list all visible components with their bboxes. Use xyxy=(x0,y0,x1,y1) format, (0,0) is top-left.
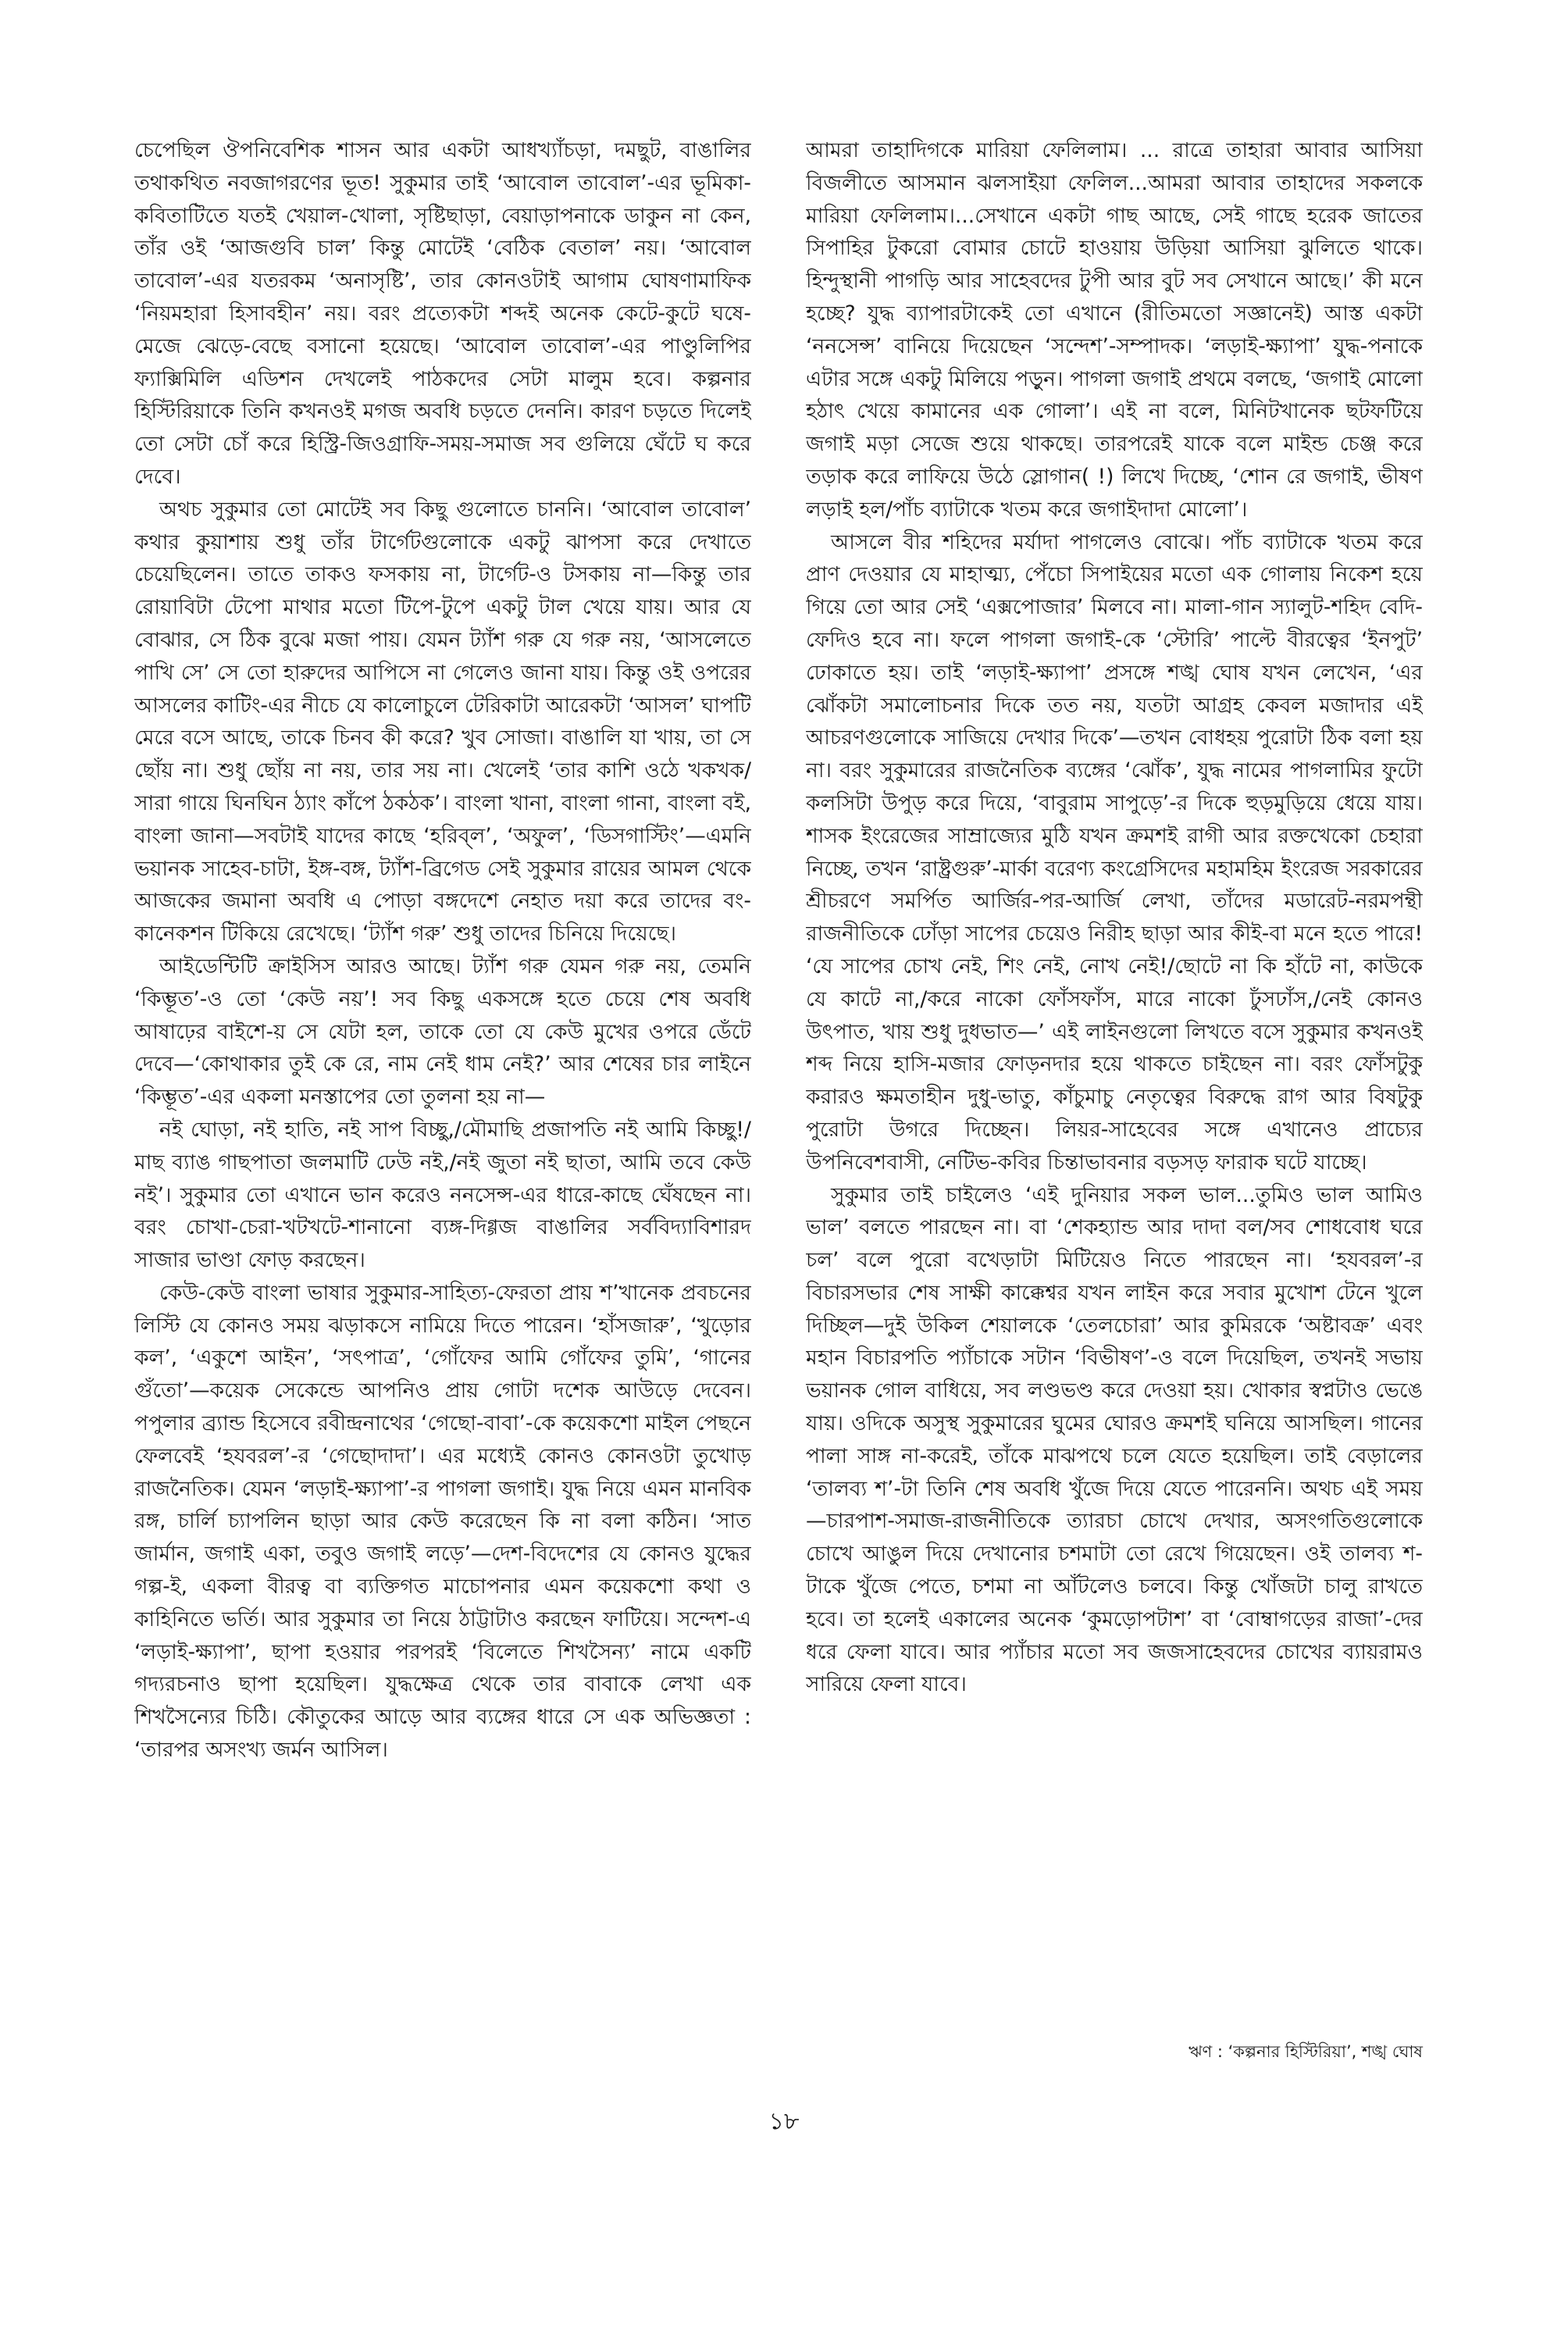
paragraph: চেপেছিল ঔপনিবেশিক শাসন আর একটা আধখ্যাঁচড়া, দমছুট, বাঙালির তথাকথিত নবজাগরণের ভূত! সুকুমার তাই ‘আবোল তাবোল’-এর ভূমিকা-কবিতাটিতে যতই খেয়াল-খোলা, সৃষ্টিছাড়া, বেয়াড়াপনাকে ডাকুন না কেন, তাঁর ওই ‘আজগুবি চাল’ কিন্তু মোটেই ‘বেঠিক বেতাল’ নয়। ‘আবোল তাবোল’-এর যতরকম ‘অনাসৃষ্টি’, তার কোনওটাই আগাম ঘোষণামাফিক ‘নিয়মহারা হিসাবহীন’ নয়। বরং প্রত্যেকটা শব্দই অনেক কেটে-কুটে ঘষে-মেজে ঝেড়ে-বেছে বসানো হয়েছে। ‘আবোল তাবোল’-এর পাণ্ডুলিপির ফ্যাক্সিমিলি এডিশন দেখলেই পাঠকদের সেটা মালুম হবে। কল্পনার হিস্টিরিয়াকে তিনি কখনওই মগজ অবধি চড়তে দেননি। কারণ চড়তে দিলেই তো সেটা চোঁ করে হিস্ট্রি-জিওগ্রাফি-সময়-সমাজ সব গুলিয়ে ঘেঁটে ঘ করে দেবে। xyxy=(134,138,751,489)
paragraph: আসলে বীর শহিদের মর্যাদা পাগলেও বোঝে। পাঁচ ব্যাটাকে খতম করে প্রাণ দেওয়ার যে মাহাত্ম্য, পেঁচো সিপাইয়ের মতো এক গোলায় নিকেশ হয়ে গিয়ে তো আর সেই ‘এক্সপোজার’ মিলবে না। মালা-গান স্যালুট-শহিদ বেদি-ফেদিও হবে না। ফলে পাগলা জগাই-কে ‘স্টোরি’ পাল্টে বীরত্বের ‘ইনপুট’ ঢোকাতে হয়। তাই ‘লড়াই-ক্ষ্যাপা’ প্রসঙ্গে শঙ্খ ঘোষ যখন লেখেন, ‘এর ঝোঁকটা সমালোচনার দিকে তত নয়, যতটা আগ্রহ কেবল মজাদার এই আচরণগুলোকে সাজিয়ে দেখার দিকে’—তখন বোধহয় পুরোটা ঠিক বলা হয় না। বরং সুকুমারের রাজনৈতিক ব্যঙ্গের ‘ঝোঁক’, যুদ্ধ নামের পাগলামির ফুটো কলসিটা উপুড় করে দিয়ে, ‘বাবুরাম সাপুড়ে’-র দিকে হুড়মুড়িয়ে ধেয়ে যায়। শাসক ইংরেজের সাম্রাজ্যের মুঠি যখন ক্রমশই রাগী আর রক্তখেকো চেহারা নিচ্ছে, তখন ‘রাষ্ট্রগুরু’-মার্কা বরেণ্য কংগ্রেসিদের মহামহিম ইংরেজ সরকারের শ্রীচরণে সমর্পিত আর্জির-পর-আর্জি লেখা, তাঁদের মডারেট-নরমপন্থী রাজনীতিকে ঢোঁড়া সাপের চেয়েও নিরীহ ছাড়া আর কীই-বা মনে হতে পারে! ‘যে সাপের চোখ নেই, শিং নেই, নোখ নেই!/ছোটে না কি হাঁটে না, কাউকে যে কাটে না,/করে নাকো ফোঁসফাঁস, মারে নাকো ঢুঁসঢাঁস,/নেই কোনও উৎপাত, খায় শুধু দুধভাত—’ এই লাইনগুলো লিখতে বসে সুকুমার কখনওই শব্দ নিয়ে হাসি-মজার ফোড়নদার হয়ে থাকতে চাইছেন না। বরং ফোঁসটুকু করারও ক্ষমতাহীন দুধু-ভাতু, কাঁচুমাচু নেতৃত্বের বিরুদ্ধে রাগ আর বিষটুকু পুরোটা উগরে দিচ্ছেন। লিয়র-সাহেবের সঙ্গে এখানেও প্রাচ্যের উপনিবেশবাসী, নেটিভ-কবির চিন্তাভাবনার বড়সড় ফারাক ঘটে যাচ্ছে। xyxy=(806,530,1423,1175)
paragraph: আইডেন্টিটি ক্রাইসিস আরও আছে। ট্যাঁশ গরু যেমন গরু নয়, তেমনি ‘কিম্ভূত’-ও তো ‘কেউ নয়’! সব কিছু একসঙ্গে হতে চেয়ে শেষ অবধি আষাঢ়ের বাইশে-য় সে যেটা হল, তাকে তো যে কেউ মুখের ওপরে ডেঁটে দেবে—‘কোথাকার তুই কে রে, নাম নেই ধাম নেই?’ আর শেষের চার লাইনে ‘কিম্ভূত’-এর একলা মনস্তাপের তো তুলনা হয় না— xyxy=(134,954,751,1110)
paragraph: কেউ-কেউ বাংলা ভাষার সুকুমার-সাহিত্য-ফেরতা প্রায় শ’খানেক প্রবচনের লিস্টি যে কোনও সময় ঝড়াকসে নামিয়ে দিতে পারেন। ‘হাঁসজারু’, ‘খুড়োর কল’, ‘একুশে আইন’, ‘সৎপাত্র’, ‘গোঁফের আমি গোঁফের তুমি’, ‘গানের গুঁতো’—কয়েক সেকেন্ডে আপনিও প্রায় গোটা দশেক আউড়ে দেবেন। পপুলার ব্র্যান্ড হিসেবে রবীন্দ্রনাথের ‘গেছো-বাবা’-কে কয়েকশো মাইল পেছনে ফেলবেই ‘হযবরল’-র ‘গেছোদাদা’। এর মধ্যেই কোনও কোনওটা তুখোড় রাজনৈতিক। যেমন ‘লড়াই-ক্ষ্যাপা’-র পাগলা জগাই। যুদ্ধ নিয়ে এমন মানবিক রঙ্গ, চার্লি চ্যাপলিন ছাড়া আর কেউ করেছেন কি না বলা কঠিন। ‘সাত জার্মান, জগাই একা, তবুও জগাই লড়ে’—দেশ-বিদেশের যে কোনও যুদ্ধের গল্প-ই, একলা বীরত্ব বা ব্যক্তিগত মাচোপনার এমন কয়েকশো কথা ও কাহিনিতে ভর্তি। আর সুকুমার তা নিয়ে ঠাট্টাটাও করছেন ফাটিয়ে। সন্দেশ-এ ‘লড়াই-ক্ষ্যাপা’, ছাপা হওয়ার পরপরই ‘বিলেতে শিখসৈন্য’ নামে একটি গদ্যরচনাও ছাপা হয়েছিল। যুদ্ধক্ষেত্র থেকে তার বাবাকে লেখা এক শিখসৈন্যের চিঠি। কৌতুকের আড়ে আর ব্যঙ্গের ধারে সে এক অভিজ্ঞতা : ‘তারপর অসংখ্য জর্মন আসিল। xyxy=(134,1280,751,1763)
right-column xyxy=(806,134,1423,2056)
left-column xyxy=(134,134,751,2165)
paragraph: সুকুমার তাই চাইলেও ‘এই দুনিয়ার সকল ভাল...তুমিও ভাল আমিও ভাল’ বলতে পারছেন না। বা ‘শেকহ্যান্ড আর দাদা বল/সব শোধবোধ ঘরে চল’ বলে পুরো বখেড়াটা মিটিয়েও নিতে পারছেন না। ‘হযবরল’-র বিচারসভার শেষ সাক্ষী কাক্কেশ্বর যখন লাইন করে সবার মুখোশ টেনে খুলে দিচ্ছিল—দুই উকিল শেয়ালকে ‘তেলচোরা’ আর কুমিরকে ‘অষ্টাবক্র’ এবং মহান বিচারপতি প্যাঁচাকে সটান ‘বিভীষণ’-ও বলে দিয়েছিল, তখনই সভায় ভয়ানক গোল বাধিয়ে, সব লণ্ডভণ্ড করে দেওয়া হয়। খোকার স্বপ্নটাও ভেঙে যায়। ওদিকে অসুস্থ সুকুমারের ঘুমের ঘোরও ক্রমশই ঘনিয়ে আসছিল। গানের পালা সাঙ্গ না-করেই, তাঁকে মাঝপথে চলে যেতে হয়েছিল। তাই বেড়ালের ‘তালব্য শ’-টা তিনি শেষ অবধি খুঁজে দিয়ে যেতে পারেননি। অথচ এই সময়—চারপাশ-সমাজ-রাজনীতিকে ত্যারচা চোখে দেখার, অসংগতিগুলোকে চোখে আঙুল দিয়ে দেখানোর চশমাটা তো রেখে গিয়েছেন। ওই তালব্য শ-টাকে খুঁজে পেতে, চশমা না আঁটলেও চলবে। কিন্তু খোঁজটা চালু রাখতে হবে। তা হলেই একালের অনেক ‘কুমড়োপটাশ’ বা ‘বোম্বাগড়ের রাজা’-দের ধরে ফেলা যাবে। আর প্যাঁচার মতো সব জজসাহেবদের চোখের ব্যায়রামও সারিয়ে ফেলা যাবে। xyxy=(806,1182,1423,1697)
source-credit: ঋণ : ‘কল্পনার হিস্টিরিয়া’, শঙ্খ ঘোষ xyxy=(1188,2042,1423,2061)
page-number: ১৮ xyxy=(768,2108,800,2135)
verse-quote: নই ঘোড়া, নই হাতি, নই সাপ বিচ্ছু,/মৌমাছি প্রজাপতি নই আমি কিচ্ছু!/মাছ ব্যাঙ গাছপাতা জলমাটি ঢেউ নই,/নই জুতা নই ছাতা, আমি তবে কেউ নই’। সুকুমার তো এখানে ভান করেও ননসেন্স-এর ধারে-কাছে ঘেঁষছেন না। বরং চোখা-চেরা-খটখটে-শানানো ব্যঙ্গ-দিগ্গজ বাঙালির সর্ববিদ্যাবিশারদ সাজার ভাণ্ডা ফোড় করছেন। xyxy=(134,1117,751,1273)
paragraph: অথচ সুকুমার তো মোটেই সব কিছু গুলোতে চাননি। ‘আবোল তাবোল’ কথার কুয়াশায় শুধু তাঁর টার্গেটগুলোকে একটু ঝাপসা করে দেখাতে চেয়েছিলেন। তাতে তাকও ফসকায় না, টার্গেট-ও টসকায় না—কিন্তু তার রোয়াবিটা টেপো মাথার মতো টিপে-টুপে একটু টাল খেয়ে যায়। আর যে বোঝার, সে ঠিক বুঝে মজা পায়। যেমন ট্যাঁশ গরু যে গরু নয়, ‘আসলেতে পাখি সে’ সে তো হারুদের আপিসে না গেলেও জানা যায়। কিন্তু ওই ওপরের আসলের কাটিং-এর নীচে যে কালোচুলে টেরিকাটা আরেকটা ‘আসল’ ঘাপটি মেরে বসে আছে, তাকে চিনব কী করে? খুব সোজা। বাঙালি যা খায়, তা সে ছোঁয় না। শুধু ছোঁয় না নয়, তার সয় না। খেলেই ‘তার কাশি ওঠে খকখক/সারা গায়ে ঘিনঘিন ঠ্যাং কাঁপে ঠকঠক’। বাংলা খানা, বাংলা গানা, বাংলা বই, বাংলা জানা—সবটাই যাদের কাছে ‘হরিব্‌ল’, ‘অফুল’, ‘ডিসগাস্টিং’—এমনি ভয়ানক সাহেব-চাটা, ইঙ্গ-বঙ্গ, ট্যাঁশ-ব্রিগেড সেই সুকুমার রায়ের আমল থেকে আজকের জমানা অবধি এ পোড়া বঙ্গদেশে নেহাত দয়া করে তাদের বং-কানেকশন টিকিয়ে রেখেছে। ‘ট্যাঁশ গরু’ শুধু তাদের চিনিয়ে দিয়েছে। xyxy=(134,497,751,947)
paragraph: আমরা তাহাদিগকে মারিয়া ফেলিলাম। ... রাত্রে তাহারা আবার আসিয়া বিজলীতে আসমান ঝলসাইয়া ফেলিল...আমরা আবার তাহাদের সকলকে মারিয়া ফেলিলাম।...সেখানে একটা গাছ আছে, সেই গাছে হরেক জাতের সিপাহির টুকরো বোমার চোটে হাওয়ায় উড়িয়া আসিয়া ঝুলিতে থাকে। হিন্দুস্থানী পাগড়ি আর সাহেবদের টুপী আর বুট সব সেখানে আছে।’ কী মনে হচ্ছে? যুদ্ধ ব্যাপারটাকেই তো এখানে (রীতিমতো সজ্ঞানেই) আস্ত একটা ‘ননসেন্স’ বানিয়ে দিয়েছেন ‘সন্দেশ’-সম্পাদক। ‘লড়াই-ক্ষ্যাপা’ যুদ্ধ-পনাকে এটার সঙ্গে একটু মিলিয়ে পড়ুন। পাগলা জগাই প্রথমে বলছে, ‘জগাই মোলো হঠাৎ খেয়ে কামানের এক গোলা’। এই না বলে, মিনিটখানেক ছটফটিয়ে জগাই মড়া সেজে শুয়ে থাকছে। তারপরেই যাকে বলে মাইন্ড চেঞ্জ করে তড়াক করে লাফিয়ে উঠে স্লোগান( !) লিখে দিচ্ছে, ‘শোন রে জগাই, ভীষণ লড়াই হল/পাঁচ ব্যাটাকে খতম করে জগাইদাদা মোলো’। xyxy=(806,138,1423,522)
